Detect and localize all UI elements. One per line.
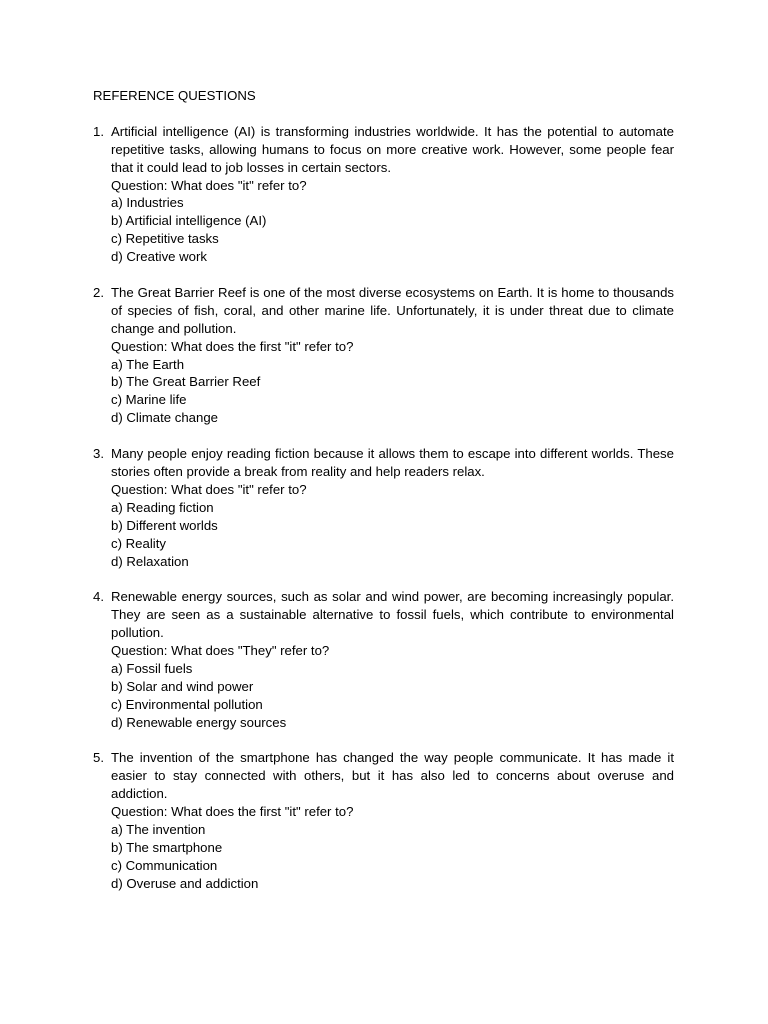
answer-option: c) Repetitive tasks — [111, 231, 219, 247]
answer-option: a) Reading fiction — [111, 499, 214, 515]
question-passage: Artificial intelligence (AI) is transforming industries worldwide. It has the potential to automate repetitive tasks, allowing humans to focus on more creative work. However, some people fear that it could lead to job losses in certain sectors. — [111, 123, 674, 175]
answer-option: d) Renewable energy sources — [111, 714, 287, 730]
question-number: 4. — [93, 589, 104, 605]
answer-option: b) The smartphone — [111, 839, 223, 855]
question-passage: The Great Barrier Reef is one of the most diverse ecosystems on Earth. It is home to thousands of species of fish, coral, and other marine life. Unfortunately, it is under threat due to climate change and pollution. — [111, 284, 674, 336]
answer-option: b) Solar and wind power — [111, 678, 254, 694]
document-page — [93, 87, 674, 911]
answer-option: d) Creative work — [111, 249, 208, 265]
question-prompt: Question: What does "it" refer to? — [111, 481, 307, 497]
question-passage: Many people enjoy reading fiction because it allows them to escape into different worlds. These stories often provide a break from reality and help readers relax. — [111, 446, 674, 479]
question-item-4 — [93, 588, 674, 731]
question-number: 5. — [93, 750, 104, 766]
question-number: 3. — [93, 446, 104, 462]
answer-option: b) Different worlds — [111, 517, 218, 533]
answer-option: d) Relaxation — [111, 553, 189, 569]
answer-option: b) Artificial intelligence (AI) — [111, 213, 267, 229]
answer-option: c) Environmental pollution — [111, 696, 263, 712]
question-item-3 — [93, 445, 674, 570]
document-title: REFERENCE QUESTIONS — [93, 88, 256, 103]
question-number: 2. — [93, 284, 104, 300]
question-list — [93, 123, 674, 893]
answer-option: c) Marine life — [111, 392, 187, 408]
answer-option: a) Industries — [111, 195, 184, 211]
answer-option: d) Overuse and addiction — [111, 875, 259, 891]
answer-option: c) Communication — [111, 857, 218, 873]
question-item-5 — [93, 749, 674, 892]
question-prompt: Question: What does the first "it" refer to? — [111, 804, 354, 820]
answer-option: a) The Earth — [111, 356, 185, 372]
answer-option: a) The invention — [111, 822, 206, 838]
question-passage: The invention of the smartphone has changed the way people communicate. It has made it easier to stay connected with others, but it has also led to concerns about overuse and addiction. — [111, 750, 674, 802]
answer-option: a) Fossil fuels — [111, 660, 193, 676]
answer-option: c) Reality — [111, 535, 166, 551]
answer-option: d) Climate change — [111, 410, 219, 426]
question-item-1 — [93, 123, 674, 266]
question-prompt: Question: What does "They" refer to? — [111, 643, 330, 659]
question-passage: Renewable energy sources, such as solar and wind power, are becoming increasingly popular. They are seen as a sustainable alternative to fossil fuels, which contribute to environmental pollution. — [111, 589, 674, 641]
question-prompt: Question: What does "it" refer to? — [111, 177, 307, 193]
answer-option: b) The Great Barrier Reef — [111, 374, 261, 390]
question-number: 1. — [93, 123, 104, 139]
question-item-2 — [93, 284, 674, 427]
question-prompt: Question: What does the first "it" refer to? — [111, 338, 354, 354]
